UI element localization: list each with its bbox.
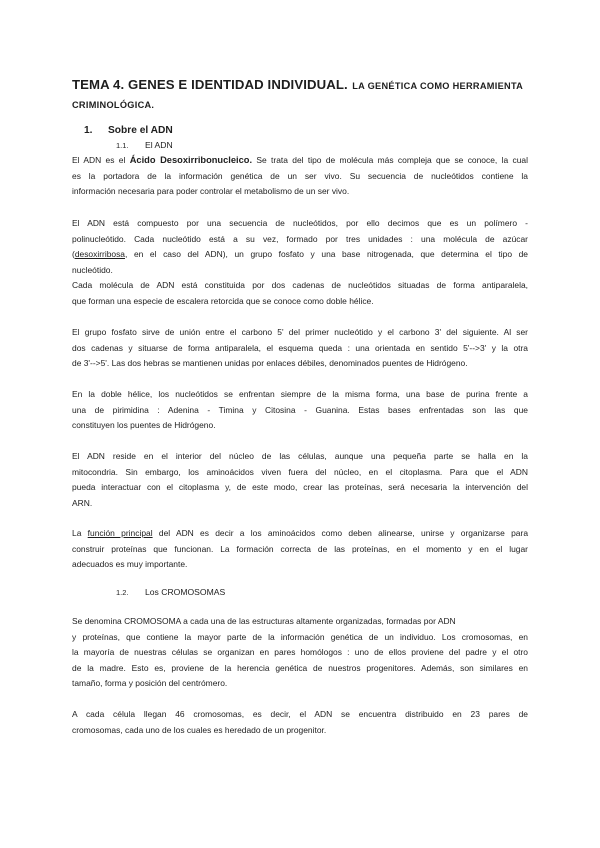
text-line: Cada molécula de ADN está constituida por dos cadenas de nucleótidos situadas de forma antiparalela,	[72, 280, 528, 290]
text-line: de la madre. Esto es, proviene de la herencia genética de nuestros progenitores. Además, son similares en	[72, 662, 528, 673]
text-line: En la doble hélice, los nucleótidos se enfrentan siempre de la misma forma, una base de purina frente a	[72, 389, 528, 399]
text-line: cromosomas, cada uno de los cuales es heredado de un progenitor.	[72, 724, 327, 735]
text-line: constituyen los puentes de Hidrógeno.	[72, 420, 216, 430]
paragraph-double-helix	[72, 387, 528, 434]
document-title	[72, 76, 532, 114]
text-line: El ADN reside en el interior del núcleo de las células, aunque una pequeña parte se halla en la	[72, 451, 528, 461]
section-heading-1	[84, 125, 173, 136]
text-line: la mayoría de nuestras células se organizan en pares homólogos : uno de ellos proviene del padre y el otro	[72, 647, 528, 657]
text-line: polinucleótido. Cada nucleótido está a su vez, formado por tres unidades : una molécula de azúcar	[72, 233, 528, 244]
text-line: una de pirimidina : Adenina - Timina y Citosina - Guanina. Estas bases enfrentadas son las que	[72, 404, 528, 415]
paragraph-chromosome-count	[72, 707, 528, 738]
text-line: que forman una especie de escalera retorcida que se conoce como doble hélice.	[72, 295, 374, 306]
text-line: El grupo fosfato sirve de unión entre el carbono 5' del primer nucleótido y el carbono 3' del siguiente. Al ser	[72, 327, 528, 337]
subsection-number: 1.2.	[116, 588, 129, 597]
text-line: tamaño, forma y posición del centrómero.	[72, 678, 228, 688]
title-sub-line1: LA GENÉTICA COMO HERRAMIENTA	[352, 81, 524, 91]
subsection-number: 1.1.	[116, 141, 129, 150]
text-line: adecuados es muy importante.	[72, 559, 188, 569]
text-line: mitocondria. Sin embargo, los aminoácidos viven fuera del núcleo, en el citoplasma. Para que el ADN	[72, 466, 528, 477]
text-line: y proteínas, que contiene la mayor parte de la información genética de un individuo. Los cromosomas, en	[72, 631, 528, 642]
text-line: es la portadora de la información genética de un ser vivo. Su secuencia de nucleótidos contiene la	[72, 170, 528, 181]
text-line: El ADN está compuesto por una secuencia de nucleótidos, por ello decimos que es un polímero -	[72, 218, 528, 228]
paragraph-chromosomes	[72, 614, 528, 692]
text-line: La función principal del ADN es decir a los aminoácidos como deben alinearse, unirse y organizarse para	[72, 528, 529, 538]
subsection-title: Los CROMOSOMAS	[145, 587, 226, 597]
text-line: nucleótido.	[72, 264, 113, 275]
text-line: A cada célula llegan 46 cromosomas, es decir, el ADN se encuentra distribuido en 23 pares de	[72, 709, 528, 719]
title-main: TEMA 4. GENES E IDENTIDAD INDIVIDUAL.	[72, 77, 348, 92]
text-line: información necesaria para poder controlar el metabolismo de un ser vivo.	[72, 186, 350, 196]
title-sub-line2: CRIMINOLÓGICA.	[72, 100, 155, 110]
paragraph-phosphate-group	[72, 325, 528, 372]
text-line: construir proteínas que funcionan. La formación correcta de las proteínas, en el momento y en el lugar	[72, 543, 528, 554]
text-line: dos cadenas y situarse de forma antiparalela, el esquema queda : una orientada en sentido 5'-->3' y la otra	[72, 342, 528, 353]
paragraph-adn-location	[72, 449, 528, 511]
text-line: ARN.	[72, 497, 93, 508]
section-title: Sobre el ADN	[108, 125, 173, 136]
subsection-heading-1-1	[116, 140, 173, 150]
underlined-term: función principal	[87, 528, 153, 538]
section-number: 1.	[84, 125, 93, 136]
paragraph-adn-function	[72, 526, 528, 573]
paragraph-adn-definition	[72, 153, 528, 200]
paragraph-adn-structure	[72, 216, 528, 309]
bold-term: Ácido Desoxirribonucleico.	[129, 155, 253, 165]
text-line: El ADN es el Ácido Desoxirribonucleico. Se trata del tipo de molécula más compleja que se conoce, la cual	[72, 155, 528, 165]
subsection-title: El ADN	[145, 140, 173, 150]
text-line: de 3'-->5'. Las dos hebras se mantienen unidas por enlaces débiles, denominados puentes de Hidrógeno.	[72, 358, 468, 368]
text-line: (desoxirribosa, en el caso del ADN), un grupo fosfato y una base nitrogenada, que determina el tipo de	[72, 249, 528, 259]
underlined-term: desoxirribosa	[74, 249, 125, 259]
text-line: pueda interactuar con el citoplasma y, de este modo, crear las proteínas, será necesaria la intervención del	[72, 482, 528, 492]
text-line: Se denomina CROMOSOMA a cada una de las estructuras altamente organizadas, formadas por ADN	[72, 616, 456, 626]
subsection-heading-1-2	[116, 587, 225, 597]
